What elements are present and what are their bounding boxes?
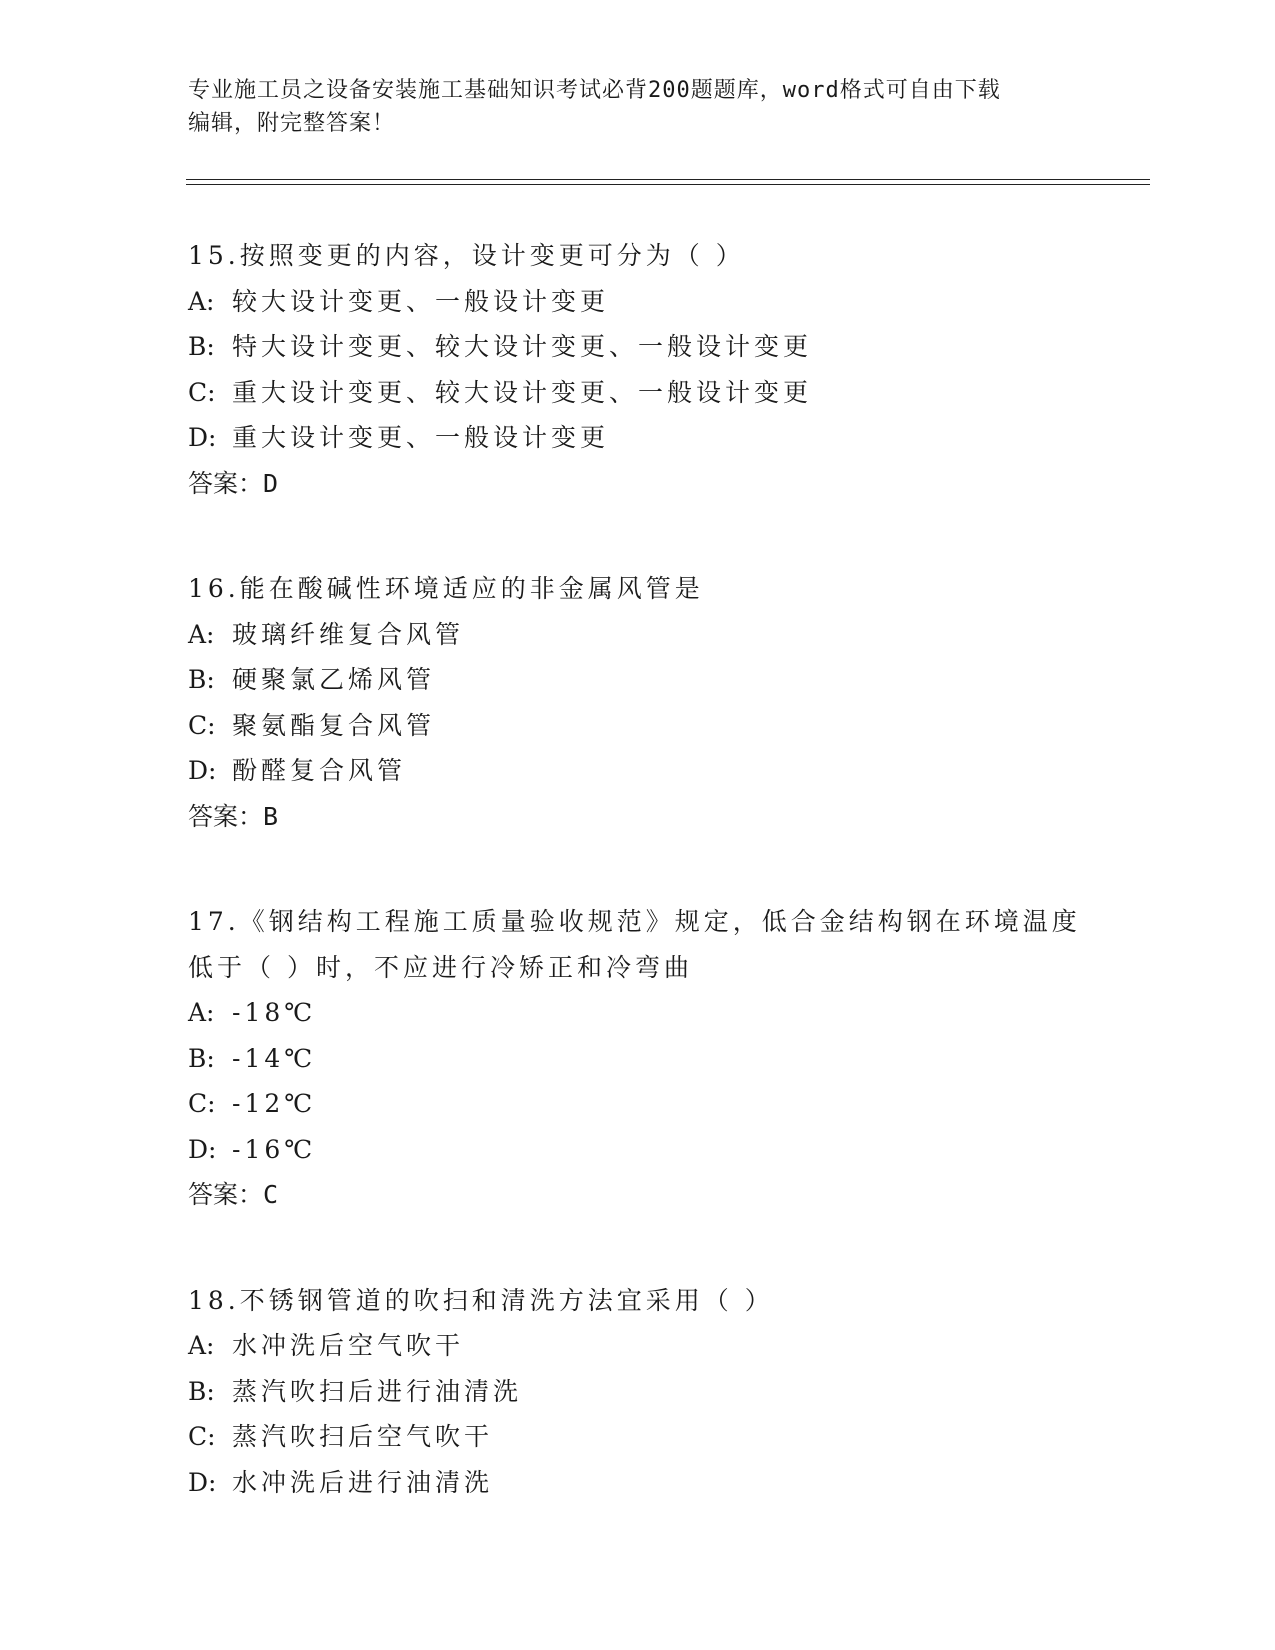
option-c <box>188 703 1088 749</box>
option-key: D: <box>188 1467 217 1497</box>
question-16 <box>188 566 1088 839</box>
option-a <box>188 1323 1088 1369</box>
question-17 <box>188 899 1088 1218</box>
option-key: C: <box>188 377 216 407</box>
question-stem: 16.能在酸碱性环境适应的非金属风管是 <box>188 574 704 603</box>
option-key: C: <box>188 710 216 740</box>
document-header <box>188 74 1068 140</box>
question-15 <box>188 233 1088 506</box>
option-key: D: <box>188 1134 217 1164</box>
option-b <box>188 1369 1088 1415</box>
question-18 <box>188 1278 1088 1506</box>
option-key: A: <box>188 286 215 316</box>
question-spacer <box>188 839 1088 899</box>
header-rule-top <box>186 179 1150 180</box>
option-key: A: <box>188 619 215 649</box>
option-text: 水冲洗后空气吹干 <box>232 1331 465 1360</box>
question-list <box>188 233 1088 1505</box>
option-text: 蒸汽吹扫后空气吹干 <box>232 1422 494 1451</box>
question-spacer <box>188 506 1088 566</box>
option-b <box>188 324 1088 370</box>
option-text: 重大设计变更、一般设计变更 <box>232 423 610 452</box>
option-text: 较大设计变更、一般设计变更 <box>232 286 610 316</box>
option-text: -12℃ <box>232 1089 317 1118</box>
option-text: 玻璃纤维复合风管 <box>232 619 465 649</box>
option-key: A: <box>188 998 215 1027</box>
option-b <box>188 1036 1088 1082</box>
option-a <box>188 612 1088 658</box>
option-c <box>188 1081 1088 1127</box>
option-d <box>188 415 1088 461</box>
header-line-2: 编辑，附完整答案！ <box>188 111 396 136</box>
option-text: 重大设计变更、较大设计变更、一般设计变更 <box>232 377 813 407</box>
option-d <box>188 748 1088 794</box>
option-key: B: <box>188 665 215 694</box>
option-key: D: <box>188 756 217 785</box>
option-key: B: <box>188 332 215 361</box>
option-key: C: <box>188 1422 216 1451</box>
option-text: 硬聚氯乙烯风管 <box>232 665 436 694</box>
question-stem: 15.按照变更的内容，设计变更可分为（ ） <box>188 241 745 270</box>
header-rule-bottom <box>186 184 1150 185</box>
option-d <box>188 1460 1088 1506</box>
option-text: -18℃ <box>232 998 317 1027</box>
option-key: B: <box>188 1376 215 1406</box>
option-key: A: <box>188 1331 215 1360</box>
question-stem-line-1: 17.《钢结构工程施工质量验收规范》规定，低合金结构钢在环境温度 <box>188 907 1081 936</box>
option-c <box>188 1414 1088 1460</box>
option-text: 酚醛复合风管 <box>232 756 407 785</box>
option-text: 聚氨酯复合风管 <box>232 710 436 740</box>
option-text: 蒸汽吹扫后进行油清洗 <box>232 1376 523 1406</box>
option-a <box>188 990 1088 1036</box>
option-b <box>188 657 1088 703</box>
answer-line: 答案：C <box>188 1180 279 1209</box>
option-c <box>188 370 1088 416</box>
option-d <box>188 1127 1088 1173</box>
question-stem: 18.不锈钢管道的吹扫和清洗方法宜采用（ ） <box>188 1285 774 1315</box>
option-text: -14℃ <box>232 1043 317 1073</box>
question-stem-line-2: 低于（ ）时，不应进行冷矫正和冷弯曲 <box>188 952 693 982</box>
option-key: D: <box>188 423 217 452</box>
option-text: 水冲洗后进行油清洗 <box>232 1467 494 1497</box>
answer-line: 答案：D <box>188 468 279 498</box>
option-text: -16℃ <box>232 1134 317 1164</box>
option-text: 特大设计变更、较大设计变更、一般设计变更 <box>232 332 813 361</box>
question-spacer <box>188 1218 1088 1278</box>
answer-line: 答案：B <box>188 801 279 831</box>
header-line-1: 专业施工员之设备安装施工基础知识考试必背200题题库，word格式可自由下载 <box>188 78 1001 103</box>
option-key: C: <box>188 1089 216 1118</box>
option-key: B: <box>188 1043 215 1073</box>
option-a <box>188 279 1088 325</box>
